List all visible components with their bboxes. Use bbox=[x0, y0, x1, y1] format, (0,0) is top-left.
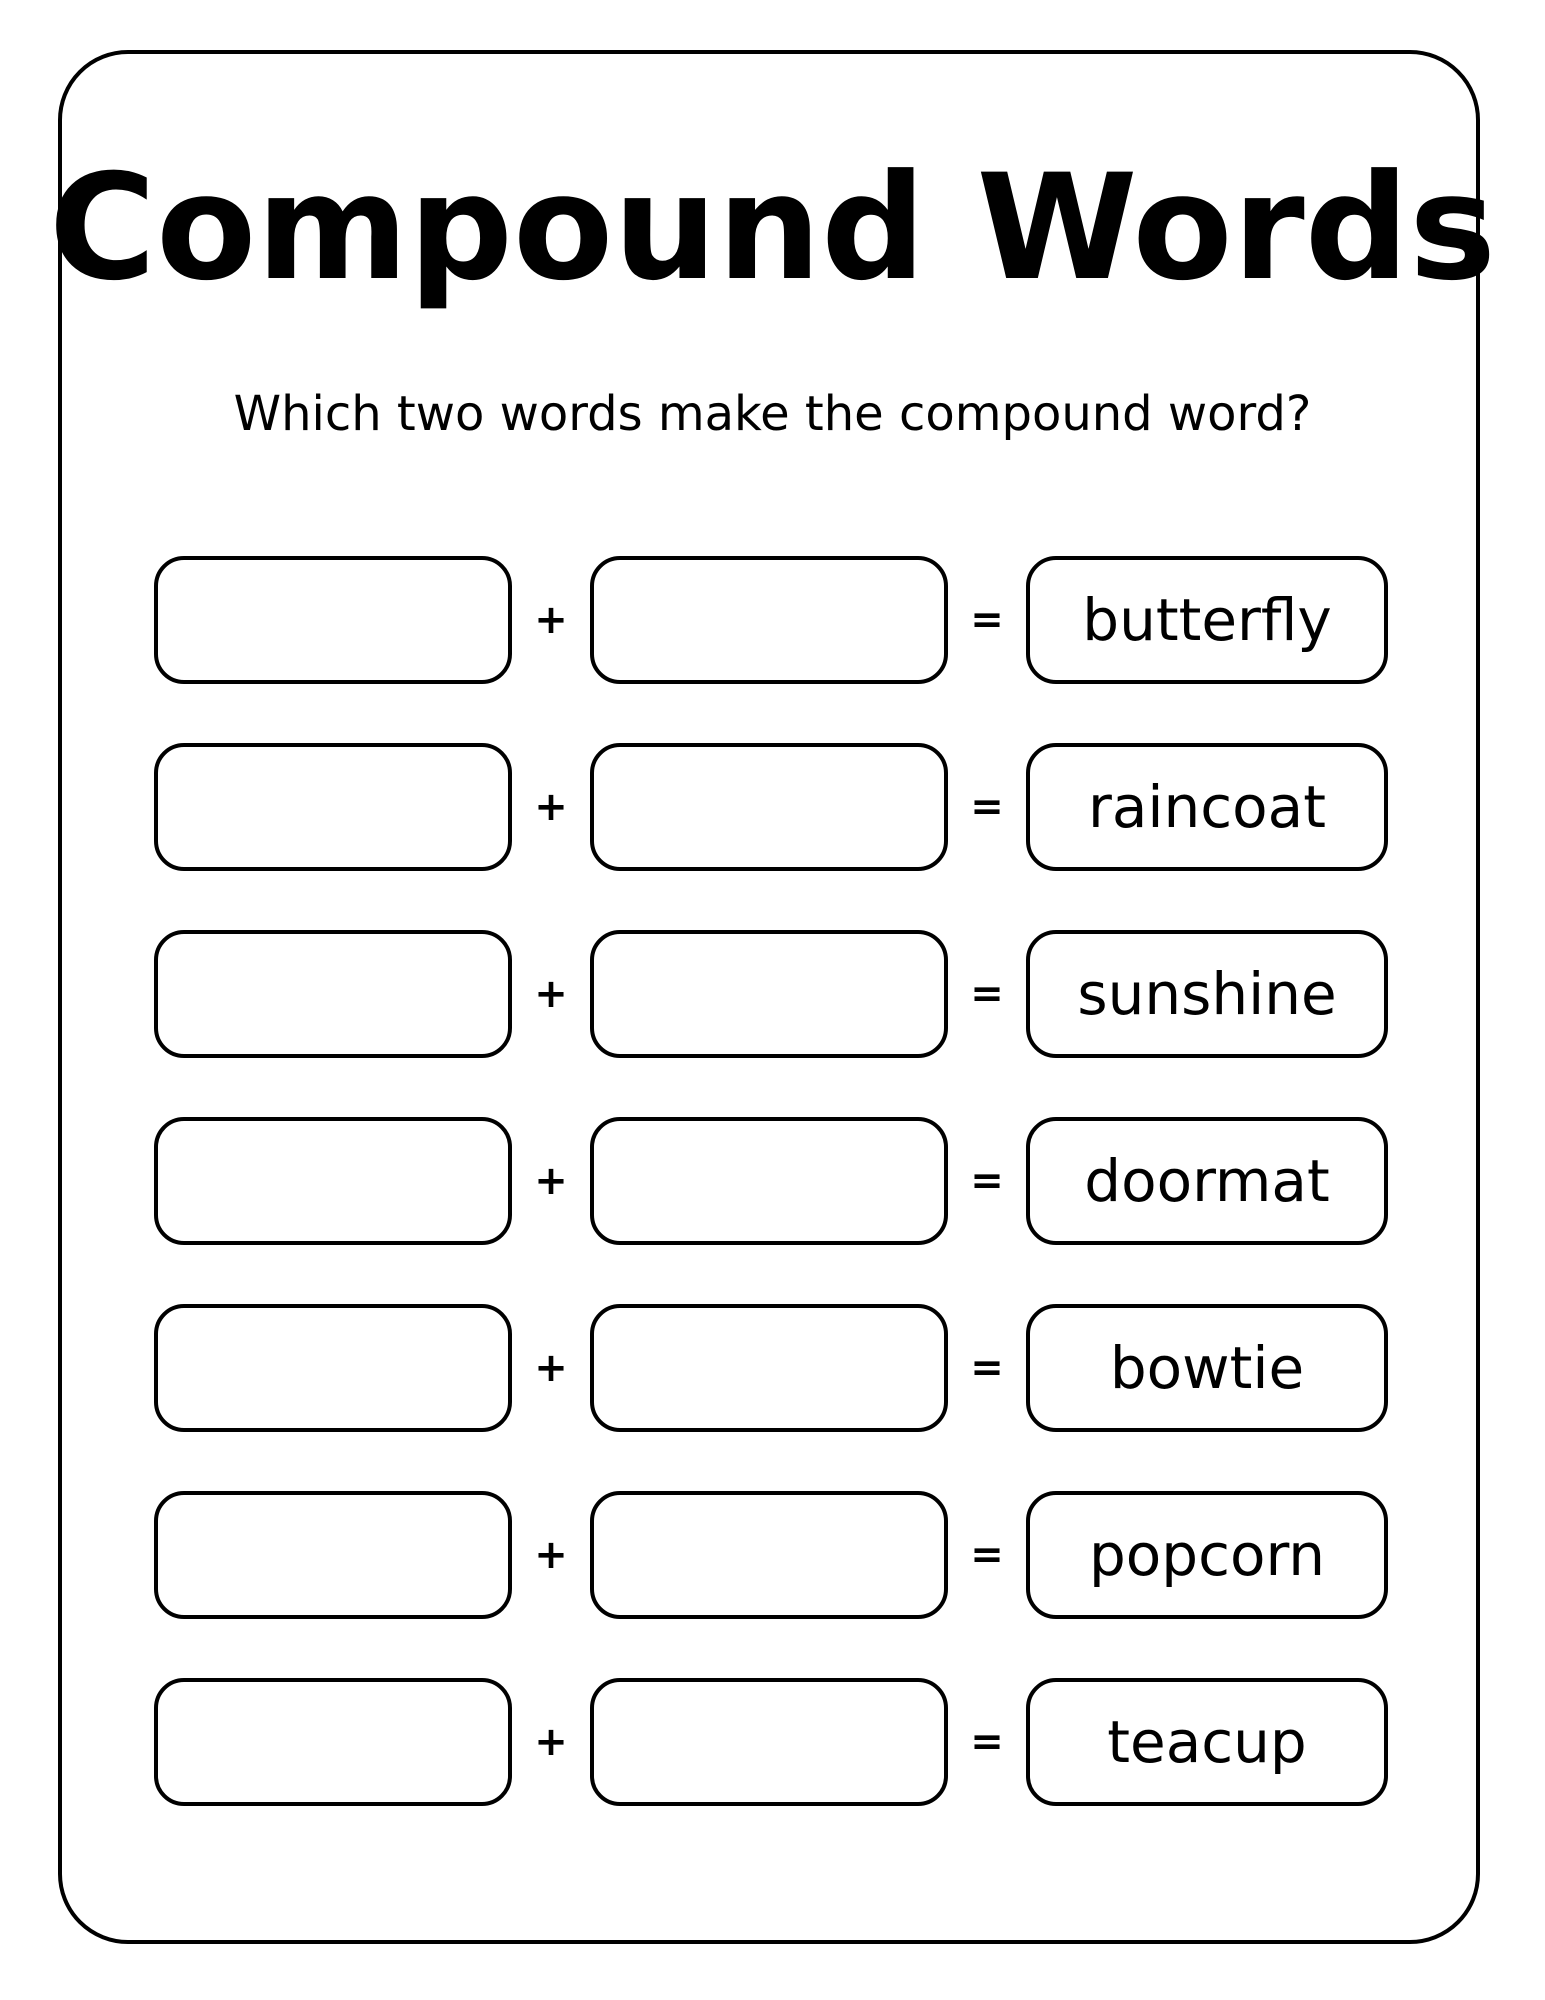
first-word-input[interactable] bbox=[158, 934, 508, 1054]
exercise-row-1 bbox=[154, 556, 1388, 684]
page-title: Compound Words bbox=[48, 143, 1497, 313]
second-word-box[interactable] bbox=[590, 743, 948, 871]
exercise-row-5 bbox=[154, 1304, 1388, 1432]
second-word-box[interactable] bbox=[590, 556, 948, 684]
exercise-row-2 bbox=[154, 743, 1388, 871]
second-word-input[interactable] bbox=[594, 1682, 944, 1802]
second-word-input[interactable] bbox=[594, 1121, 944, 1241]
equals-sign: = bbox=[970, 784, 1004, 830]
equals-sign: = bbox=[970, 971, 1004, 1017]
plus-sign: + bbox=[534, 1158, 568, 1204]
instruction-text: Which two words make the compound word? bbox=[233, 386, 1312, 442]
second-word-box[interactable] bbox=[590, 1491, 948, 1619]
equals-sign: = bbox=[970, 1532, 1004, 1578]
first-word-input[interactable] bbox=[158, 747, 508, 867]
first-word-box[interactable] bbox=[154, 1678, 512, 1806]
second-word-input[interactable] bbox=[594, 747, 944, 867]
plus-sign: + bbox=[534, 597, 568, 643]
first-word-input[interactable] bbox=[158, 1495, 508, 1615]
first-word-box[interactable] bbox=[154, 1304, 512, 1432]
plus-sign: + bbox=[534, 971, 568, 1017]
exercise-rows bbox=[154, 556, 1388, 1865]
plus-sign: + bbox=[534, 784, 568, 830]
second-word-input[interactable] bbox=[594, 1495, 944, 1615]
first-word-box[interactable] bbox=[154, 1491, 512, 1619]
plus-sign: + bbox=[534, 1719, 568, 1765]
equals-sign: = bbox=[970, 597, 1004, 643]
compound-word-box: doormat bbox=[1026, 1117, 1388, 1245]
first-word-box[interactable] bbox=[154, 556, 512, 684]
plus-sign: + bbox=[534, 1345, 568, 1391]
second-word-box[interactable] bbox=[590, 1678, 948, 1806]
exercise-row-6 bbox=[154, 1491, 1388, 1619]
exercise-row-3 bbox=[154, 930, 1388, 1058]
equals-sign: = bbox=[970, 1345, 1004, 1391]
first-word-box[interactable] bbox=[154, 743, 512, 871]
compound-word-box: popcorn bbox=[1026, 1491, 1388, 1619]
second-word-input[interactable] bbox=[594, 560, 944, 680]
compound-word-box: teacup bbox=[1026, 1678, 1388, 1806]
first-word-box[interactable] bbox=[154, 930, 512, 1058]
first-word-box[interactable] bbox=[154, 1117, 512, 1245]
equals-sign: = bbox=[970, 1158, 1004, 1204]
second-word-box[interactable] bbox=[590, 930, 948, 1058]
compound-word-box: bowtie bbox=[1026, 1304, 1388, 1432]
exercise-row-4 bbox=[154, 1117, 1388, 1245]
second-word-input[interactable] bbox=[594, 934, 944, 1054]
first-word-input[interactable] bbox=[158, 1121, 508, 1241]
second-word-box[interactable] bbox=[590, 1304, 948, 1432]
compound-word-box: sunshine bbox=[1026, 930, 1388, 1058]
first-word-input[interactable] bbox=[158, 1682, 508, 1802]
compound-word-box: raincoat bbox=[1026, 743, 1388, 871]
first-word-input[interactable] bbox=[158, 1308, 508, 1428]
equals-sign: = bbox=[970, 1719, 1004, 1765]
plus-sign: + bbox=[534, 1532, 568, 1578]
first-word-input[interactable] bbox=[158, 560, 508, 680]
second-word-input[interactable] bbox=[594, 1308, 944, 1428]
second-word-box[interactable] bbox=[590, 1117, 948, 1245]
compound-word-box: butterfly bbox=[1026, 556, 1388, 684]
exercise-row-7 bbox=[154, 1678, 1388, 1806]
